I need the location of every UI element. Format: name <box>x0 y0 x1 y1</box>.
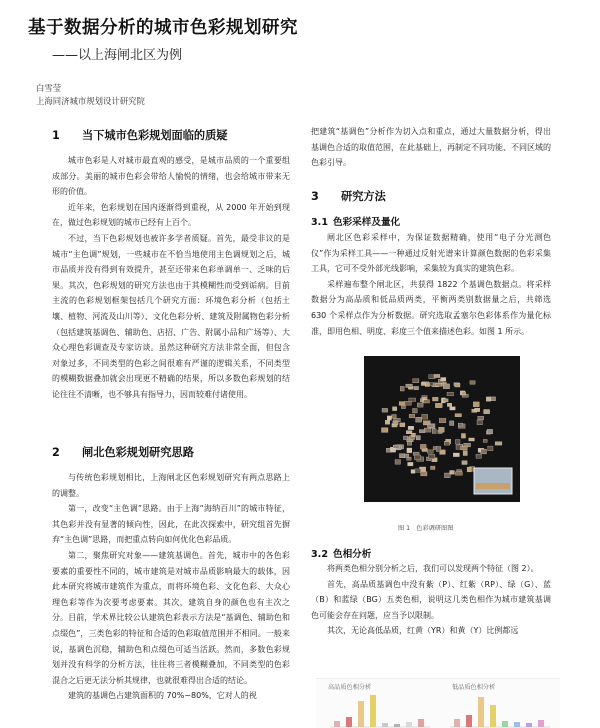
hue-bar-charts <box>316 679 560 728</box>
photo-thumbnail <box>488 446 493 451</box>
photo-thumbnail <box>453 453 459 457</box>
paper-subtitle: ——以上海闸北区为例 <box>52 48 183 63</box>
photo-thumbnail <box>408 462 413 466</box>
figure-1-color-survey-map <box>364 356 520 502</box>
section-title: 当下城市色彩规划面临的质疑 <box>82 129 228 142</box>
photo-thumbnail <box>413 452 419 455</box>
photo-thumbnail <box>431 466 436 469</box>
photo-thumbnail <box>447 403 452 406</box>
photo-thumbnail <box>444 442 450 446</box>
photo-thumbnail <box>413 409 418 414</box>
photo-thumbnail <box>455 383 460 387</box>
inset-photo <box>474 468 512 494</box>
chart-bar <box>454 719 460 727</box>
section-heading-3 <box>311 188 386 204</box>
subsection-3-2-body <box>311 561 551 639</box>
photo-thumbnail <box>393 421 398 425</box>
photo-thumbnail <box>415 469 421 472</box>
inset-photo-detail <box>476 483 510 489</box>
photo-thumbnail <box>439 427 445 432</box>
photo-thumbnail <box>416 436 420 440</box>
photo-thumbnail <box>436 447 441 452</box>
chart-bar <box>382 723 388 727</box>
subsection-heading-3-1 <box>311 214 400 228</box>
paragraph: 建筑的基调色占建筑面积的 70%~80%，它对人的视 <box>68 691 257 701</box>
photo-thumbnail <box>462 392 466 395</box>
chart-bar <box>370 695 376 727</box>
subsection-title: 色彩采样及量化 <box>333 217 401 228</box>
photo-thumbnail <box>439 418 446 422</box>
photo-thumbnail <box>395 460 401 465</box>
photo-thumbnail <box>458 423 462 426</box>
section-heading-2 <box>52 444 194 460</box>
photo-thumbnail <box>421 382 425 385</box>
paragraph: 采样遍布整个闸北区，共获得 1822 个基调色数据点。将采样数据分为高品质和低品质两类，平衡两类别数据量之后，共筛选 630 个采样点作为分析数据。研究选取孟塞尔色彩体系作为量化标准，即用色相、明度、彩度三个值来描述色彩。如图 1 所示。 <box>311 279 551 336</box>
photo-thumbnail <box>433 397 439 401</box>
section-title: 研究方法 <box>341 190 386 203</box>
photo-thumbnail <box>421 472 427 476</box>
photo-thumbnail <box>417 403 423 407</box>
photo-thumbnail <box>455 472 462 476</box>
photo-thumbnail <box>393 407 397 411</box>
survey-map-image <box>364 356 520 502</box>
section-number: 1 <box>52 129 60 142</box>
photo-thumbnail <box>424 428 431 432</box>
figure-2-hue-analysis <box>316 678 560 728</box>
author-block <box>36 82 145 108</box>
photo-thumbnail <box>429 454 435 459</box>
paragraph: 城市色彩是人对城市最直观的感受，是城市品质的一个重要组成部分。美丽的城市色彩会带给人愉悦的情绪，也会给城市带来无形的价值。 <box>52 156 290 197</box>
photo-thumbnail <box>462 461 467 465</box>
photo-thumbnail <box>399 454 405 458</box>
photo-thumbnail <box>420 444 426 449</box>
photo-thumbnail <box>432 429 436 434</box>
photo-thumbnail <box>469 438 475 441</box>
photo-thumbnail <box>483 439 487 442</box>
photo-thumbnail <box>473 402 479 407</box>
paragraph: 第二，聚焦研究对象——建筑基调色。首先，城市中的各色彩要素的重要性不同的，城市建筑是对城市品质影响最大的载体，因此本研究将城市建筑作为重点，而将环境色彩、文化色彩、大众心理色彩等作为次要考虑要素。其次，建筑自身的颜色也有主次之分。目前，学术界比较公认建筑色彩表示方法是“基调色、辅助色和点缀色”，三类色彩的特征和合适的色彩取值范围并不相同。一般来说，基调色沉稳，辅助色和点缀色可适当活跃。然而，多数色彩规划并没有科学的分析方法，往往将三者模糊叠加，不同类型的色彩混合之后更无法分析其规律，也就很难得出合适的结论。 <box>52 550 290 685</box>
section-title: 闸北色彩规划研究思路 <box>82 446 194 459</box>
photo-thumbnail <box>491 397 496 401</box>
chart-bar <box>334 721 340 727</box>
paragraph: 首先，高品质基调色中没有紫（P）、红紫（RP）、绿（G）、蓝（B）和蓝绿（BG）五类色相，说明这几类色相作为城市建筑基调色可能会存在问题，应当予以限制。 <box>311 579 551 620</box>
photo-thumbnail <box>424 400 430 403</box>
photo-thumbnail <box>406 384 413 387</box>
photo-thumbnail <box>461 446 468 450</box>
chart-bar <box>514 722 520 727</box>
photo-thumbnail <box>405 454 409 457</box>
photo-thumbnail <box>427 424 433 427</box>
photo-thumbnail <box>382 428 389 433</box>
photo-thumbnail <box>467 467 471 472</box>
photo-thumbnail <box>403 436 407 440</box>
subsection-number: 3.1 <box>311 217 328 228</box>
section-2-body <box>52 470 290 704</box>
chart-bar <box>418 719 424 727</box>
section-number: 3 <box>311 190 319 203</box>
photo-thumbnail <box>406 431 412 434</box>
photo-thumbnail <box>443 384 449 389</box>
photo-thumbnail <box>409 398 416 402</box>
paper-title: 基于数据分析的城市色彩规划研究 <box>28 18 298 38</box>
paragraph: 闸北区色彩采样中，为保证数据精确，使用“电子分光测色仪”作为采样工具——一种通过反射光谱来计算颜色数据的色彩采集工具，它可不受外部光线影响，采集较为真实的建筑色彩。 <box>311 233 551 274</box>
paragraph: 与传统色彩规划相比，上海闸北区色彩规划研究有两点思路上的调整。 <box>52 473 290 498</box>
photo-thumbnail <box>441 378 446 381</box>
section-number: 2 <box>52 446 60 459</box>
photo-thumbnail <box>427 450 433 453</box>
photo-thumbnail <box>399 402 405 406</box>
author-name: 白雪莹 <box>36 83 62 93</box>
photo-thumbnail <box>481 449 487 454</box>
paragraph: 其次，无论高低品质，红黄（YR）和黄（Y）比例都远 <box>327 626 519 636</box>
paragraph: 近年来，色彩规划在国内逐渐得到重视，从 2000 年开始到现在，做过色彩规划的城市已经有上百个。 <box>52 202 290 228</box>
paragraph: 将两类色相分别分析之后，我们可以发现两个特征（图 2）。 <box>327 564 539 573</box>
chart-bar <box>490 705 496 727</box>
photo-thumbnail <box>450 471 455 475</box>
photo-thumbnail <box>411 470 415 474</box>
chart-bar <box>358 701 364 727</box>
photo-thumbnail <box>486 397 491 401</box>
photo-thumbnail <box>450 421 454 426</box>
chart-title-high-quality: 高品质色相分析 <box>328 684 372 691</box>
chart-bar <box>538 720 544 727</box>
chart-bar <box>346 717 352 727</box>
photo-thumbnail <box>412 433 416 437</box>
subsection-heading-3-2 <box>311 546 371 560</box>
photo-thumbnail <box>477 420 483 425</box>
photo-thumbnail <box>443 399 448 402</box>
photo-thumbnail <box>470 381 475 385</box>
subsection-number: 3.2 <box>311 549 328 560</box>
photo-thumbnail <box>478 416 484 420</box>
chart-bar <box>406 722 412 727</box>
section-heading-1 <box>52 127 227 143</box>
photo-thumbnail <box>414 386 418 389</box>
paragraph: 不过，当下色彩规划也被许多学者质疑。首先，最受非议的是城市“主色调”规划，一些城市在不恰当地使用主色调规划之后，城市品质并没有得到有效提升，甚至还带来色彩单调单一、乏味的后果。其次，色彩规划的研究方法也由于其模糊性而受到诟病。目前主流的色彩规划框架包括几个研究方面：环境色彩分析（包括土壤、植物、河流及山川等）、文化色彩分析、建筑及附属物色彩分析（包括建筑基调色、辅助色、店招、广告、附属小品和广场等）、大众心理色彩调查及专家访谈。虽然这种研究方法非常全面，但包含对象过多，不同类型的色彩之间很难有严谨的逻辑关系，不同类型的模糊数据叠加就会出现更不精确的结果，所以多数色彩规划的结论往往不清晰，也不够具有指导力，因而较难付诸使用。 <box>52 233 290 399</box>
photo-thumbnail <box>487 429 493 434</box>
photo-thumbnail <box>408 426 414 429</box>
photo-thumbnail <box>400 386 404 391</box>
photo-thumbnail <box>484 410 490 414</box>
photo-thumbnail <box>387 416 391 420</box>
chart-bar <box>526 723 532 727</box>
photo-thumbnail <box>413 379 419 383</box>
chart-bar <box>502 721 508 727</box>
photo-thumbnail <box>435 403 442 408</box>
photo-thumbnail <box>455 440 460 445</box>
photo-thumbnail <box>434 374 440 377</box>
paragraph: 第一，改变“主色调”思路。由于上海“海纳百川”的城市特征，其色彩并没有显著的倾向性，因此，在此次探索中，研究组首先摒弃“主色调”思路，而把重点转向如何优化色彩品质。 <box>52 504 290 545</box>
photo-thumbnail <box>444 473 450 478</box>
photo-thumbnail <box>393 445 399 448</box>
photo-thumbnail <box>422 414 428 419</box>
author-affiliation: 上海同济城市规划设计研究院 <box>36 96 145 106</box>
paragraph: 把建筑“基调色”分析作为切入点和重点，通过大量数据分析，得出基调色合适的取值范围，在此基础上，再制定不同功能、不同区域的色彩引导。 <box>311 127 551 168</box>
photo-thumbnail <box>409 414 415 418</box>
chart-bar <box>478 697 484 727</box>
photo-thumbnail <box>495 442 502 445</box>
continued-text <box>311 124 551 171</box>
subsection-3-1-body <box>311 230 551 339</box>
figure-1-caption: 图 1 色彩调研图图 <box>398 525 454 532</box>
photo-thumbnail <box>405 401 412 405</box>
photo-thumbnail <box>392 415 397 419</box>
photo-thumbnail <box>461 434 465 439</box>
photo-thumbnail <box>476 454 481 458</box>
photo-thumbnail <box>414 455 420 460</box>
section-1-body <box>52 153 290 403</box>
photo-thumbnail <box>475 408 480 412</box>
photo-thumbnail <box>455 414 462 417</box>
subsection-title: 色相分析 <box>333 549 372 560</box>
photo-thumbnail <box>382 408 388 412</box>
photo-thumbnail <box>407 457 412 460</box>
photo-thumbnail <box>436 383 442 386</box>
photo-thumbnail <box>385 420 390 424</box>
chart-bar <box>466 715 472 727</box>
photo-thumbnail <box>419 430 425 433</box>
photo-thumbnail <box>400 423 405 427</box>
photo-thumbnail <box>450 407 456 410</box>
photo-thumbnail <box>447 392 454 396</box>
photo-thumbnail <box>407 448 412 453</box>
chart-title-low-quality: 低品质色相分析 <box>452 684 496 691</box>
photo-thumbnail <box>416 417 422 422</box>
photo-thumbnail <box>463 451 467 456</box>
